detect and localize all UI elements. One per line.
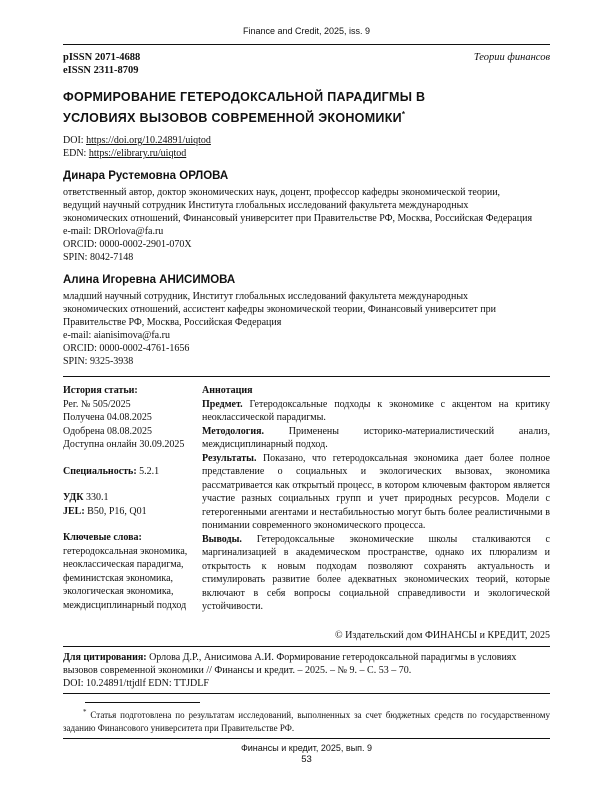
paragraph-label: Методология. bbox=[202, 425, 264, 437]
keywords-label: Ключевые слова: bbox=[63, 532, 142, 544]
title-footnote-marker: * bbox=[401, 110, 406, 119]
history-line: Одобрена 08.08.2025 bbox=[63, 425, 152, 437]
paragraph-label: Предмет. bbox=[202, 398, 243, 410]
paragraph-text: Показано, что гетеродоксальная экономика дает более полное представление о социальных и экологических вызовах, экономика рассматривается как открытый процесс, в котором ключевым фактором является участие разных социальных групп и учет природных ресурсов. Модели с гетерогенными агентами и нестабильностью могут быть более реалистичными в понимании современного экономического процесса. bbox=[202, 452, 550, 532]
abstract-column bbox=[202, 384, 550, 642]
citation-block bbox=[63, 651, 533, 690]
eissn: eISSN 2311-8709 bbox=[63, 65, 139, 76]
article-title-text: ФОРМИРОВАНИЕ ГЕТЕРОДОКСАЛЬНОЙ ПАРАДИГМЫ В УСЛОВИЯХ ВЫЗОВОВ СОВРЕМЕННОЙ ЭКОНОМИКИ bbox=[63, 90, 426, 126]
spacer bbox=[63, 478, 195, 491]
author-bio: ответственный автор, доктор экономических наук, доцент, профессор кафедры экономической теории, ведущий научный сотрудник Института глобальных исследований факультета международных экономических отношений, Финансовый университет при Правительстве РФ, Москва, Российская Федерация bbox=[63, 187, 533, 225]
divider bbox=[63, 376, 550, 377]
page-number: 53 bbox=[301, 754, 312, 766]
author-block-2 bbox=[63, 273, 550, 368]
paragraph-text: Гетеродоксальные экономические школы сталкиваются с маргинализацией в академическом пространстве, однако их плюрализм и открытость к новым подходам позволяют сохранять актуальность и стимулировать развитие более адекватных экономических теорий, которые включают в себя вопросы социальной справедливости и экологической устойчивости. bbox=[202, 533, 550, 613]
edn-line bbox=[63, 147, 550, 160]
spacer bbox=[63, 452, 195, 465]
divider bbox=[63, 738, 550, 739]
specialty-value: 5.2.1 bbox=[136, 465, 160, 477]
jel-label: JEL: bbox=[63, 505, 85, 517]
running-head: Finance and Credit, 2025, iss. 9 bbox=[242, 26, 371, 36]
keywords-list: гетеродоксальная экономика, неоклассическая парадигма, феминистская экономика, экологическая экономика, междисциплинарный подход bbox=[63, 545, 188, 611]
article-links bbox=[63, 134, 550, 160]
abstract-paragraph-methodology bbox=[202, 425, 550, 452]
author-name: Алина Игоревна АНИСИМОВА bbox=[63, 274, 236, 287]
doi-link[interactable]: https://doi.org/10.24891/uiqtod bbox=[86, 135, 211, 147]
paragraph-label: Результаты. bbox=[202, 452, 257, 464]
paragraph-text: Гетеродоксальные подходы к экономике с акцентом на критику неоклассической парадигмы. bbox=[202, 398, 550, 424]
author-bio: младший научный сотрудник, Институт глобальных исследований факультета международных экономических отношений, ассистент кафедры экономической теории, Финансовый университет при Правительстве РФ, Москва, Российская Федерация bbox=[63, 291, 496, 329]
author-email: e-mail: aianisimova@fa.ru bbox=[63, 330, 170, 342]
footer-journal-line: Финансы и кредит, 2025, вып. 9 bbox=[240, 743, 373, 754]
divider bbox=[63, 44, 550, 45]
pissn: pISSN 2071-4688 bbox=[63, 52, 141, 63]
spacer bbox=[63, 518, 195, 531]
paragraph-text: Применены историко-материалистический анализ, междисциплинарный подход. bbox=[202, 425, 550, 451]
article-meta-column bbox=[63, 384, 195, 642]
citation-label: Для цитирования: bbox=[63, 652, 147, 664]
udk-value: 330.1 bbox=[83, 492, 109, 504]
author-orcid: ORCID: 0000-0002-4761-1656 bbox=[63, 343, 190, 355]
footnote-marker: * bbox=[83, 708, 87, 717]
divider bbox=[63, 646, 550, 647]
footnote-divider bbox=[85, 702, 200, 703]
specialty-line bbox=[63, 465, 195, 479]
history-line: Получена 04.08.2025 bbox=[63, 412, 152, 424]
footnote-text: Статья подготовлена по результатам исследований, выполненных за счет бюджетных средств по государственному заданию Финансового университета при Правительстве РФ. bbox=[63, 710, 550, 733]
specialty-label: Специальность: bbox=[63, 465, 137, 477]
citation-text: Орлова Д.Р., Анисимова А.И. Формирование гетеродоксальной парадигмы в условиях вызовов современной экономики // Финансы и кредит. – 2025. – № 9. – С. 53 – 70. bbox=[63, 652, 517, 677]
publisher-copyright: © Издательский дом ФИНАНСЫ и КРЕДИТ, 2025 bbox=[335, 629, 550, 641]
author-block-1 bbox=[63, 169, 550, 264]
author-name: Динара Рустемовна ОРЛОВА bbox=[63, 170, 229, 183]
author-spin: SPIN: 9325-3938 bbox=[63, 356, 134, 368]
divider bbox=[63, 693, 550, 694]
issn-block bbox=[63, 51, 140, 77]
article-title bbox=[63, 89, 493, 127]
abstract-paragraph-subject bbox=[202, 398, 550, 425]
issn-row bbox=[63, 51, 550, 77]
author-orcid: ORCID: 0000-0002-2901-070X bbox=[63, 239, 192, 251]
author-email: e-mail: DROrlova@fa.ru bbox=[63, 226, 164, 238]
udk-line bbox=[63, 491, 195, 505]
author-spin: SPIN: 8042-7148 bbox=[63, 252, 134, 264]
doi-line bbox=[63, 134, 550, 147]
citation-ids: DOI: 10.24891/ttjdlf EDN: TTJDLF bbox=[63, 678, 209, 690]
paragraph-label: Выводы. bbox=[202, 533, 242, 545]
jel-value: B50, P16, Q01 bbox=[84, 505, 147, 517]
edn-link[interactable]: https://elibrary.ru/uiqtod bbox=[88, 148, 187, 160]
jel-line bbox=[63, 505, 195, 519]
history-line: Доступна онлайн 30.09.2025 bbox=[63, 439, 185, 451]
edn-label: EDN: bbox=[63, 148, 89, 160]
history-title: История статьи: bbox=[63, 385, 138, 397]
abstract-paragraph-conclusions bbox=[202, 533, 550, 614]
history-line: Рег. № 505/2025 bbox=[63, 398, 131, 410]
abstract-title: Аннотация bbox=[202, 385, 253, 397]
abstract-paragraph-results bbox=[202, 452, 550, 533]
meta-abstract-columns bbox=[63, 384, 550, 642]
journal-section-label: Теории финансов bbox=[473, 52, 550, 63]
title-footnote bbox=[63, 706, 550, 734]
doi-label: DOI: bbox=[63, 135, 87, 147]
udk-label: УДК bbox=[63, 492, 84, 504]
